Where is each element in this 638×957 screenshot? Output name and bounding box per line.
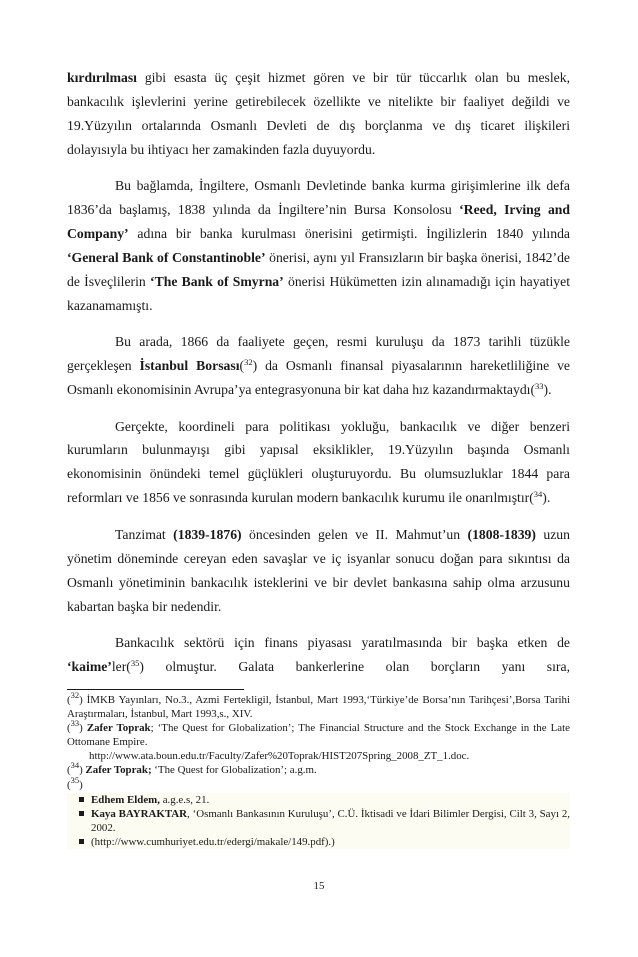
footnote-ref[interactable]: 35 xyxy=(130,657,140,668)
footnote-number: 34 xyxy=(70,760,80,771)
footnotes xyxy=(67,690,570,849)
bold-term: (1839-1876) xyxy=(173,526,242,542)
paragraph-text: ( xyxy=(239,358,245,374)
bold-term: ‘The Bank of Smyrna’ xyxy=(150,273,284,289)
footnote-paren: ( xyxy=(67,694,71,706)
list-item xyxy=(67,793,570,807)
footnote-author: Edhem Eldem, xyxy=(91,793,160,806)
paragraph-text: uzun yönetim döneminde cereyan eden savaşlar ve iç isyanlar sonucu doğan para sıkıntısı da Osmanlı yönetiminin bankacılık isteklerini ve bir devlet bankasına sahip olma arzusunu kabartan başka bir nedendir. xyxy=(67,526,570,614)
page-number: 15 xyxy=(313,880,325,892)
paragraph-text: gibi esasta üç çeşit hizmet gören ve bir tür tüccarlık olan bu meslek, bankacılık işlevlerini yerine getirebilecek özellikte ve nitelikte bir faaliyet değildi ve 19.Yüzyılın ortalarında Osmanlı Devleti de dış borçlanma ve dış ticaret ilişkileri dolayısıyla bu ihtiyacı her zamakinden fazla duyuyordu. xyxy=(67,70,570,157)
paragraph-1 xyxy=(67,66,570,162)
bold-term: İstanbul Borsası xyxy=(139,358,240,374)
list-item xyxy=(67,807,570,835)
footnote-author: Kaya BAYRAKTAR xyxy=(91,807,188,820)
footnote-number: 32 xyxy=(70,690,80,700)
paragraph-2 xyxy=(67,174,570,317)
paragraph-text: öncesinden gelen ve II. Mahmut’un xyxy=(241,526,468,542)
paragraph-text: Gerçekte, koordineli para politikası yokluğu, bankacılık ve diğer benzeri kurumların bulunmayışı gibi yapısal eksiklikler, 19.Yüzyılın başında Osmanlı ekonomisinin önündeki temel güçlükleri oluşturuyordu. Bu olumsuzluklar 1844 para reformları ve 1856 ve sonrasında kurulan modern bankacılık kurumu ile onarılmıştır( xyxy=(67,418,570,506)
square-bullet-icon xyxy=(79,797,84,802)
footnote-paren: ) xyxy=(79,778,83,791)
bold-term: kırdırılması xyxy=(67,70,137,85)
paragraph-text: Tanzimat xyxy=(115,526,174,542)
footnote-34 xyxy=(67,760,570,777)
footnote-text: ‘The Quest for Globalization’; a.g.m. xyxy=(151,764,317,777)
footnote-number: 35 xyxy=(70,774,80,785)
list-item xyxy=(67,835,570,849)
paragraph-text: Bu arada, 1866 da faaliyete geçen, resmi kuruluşu da 1873 tarihli tüzükle gerçekleşen xyxy=(67,334,570,374)
footnote-paren: ( xyxy=(67,764,71,777)
paragraph-4 xyxy=(67,415,570,511)
footnote-paren: ) xyxy=(79,694,83,706)
footnote-paren: ( xyxy=(67,778,71,791)
paragraph-text: önerisi Hükümetten izin alınamadığı için hayatiyet kazanamamıştı. xyxy=(67,273,571,313)
paragraph-3 xyxy=(67,330,570,402)
footnote-ref[interactable]: 34 xyxy=(533,489,543,500)
paragraph-text: ). xyxy=(543,382,552,398)
footnote-35 xyxy=(67,774,570,792)
footnote-33 xyxy=(67,718,570,763)
footnote-paren: ( xyxy=(67,722,71,735)
footnote-url[interactable]: (http://www.cumhuriyet.edu.tr/edergi/makale/149.pdf).) xyxy=(91,835,335,848)
paragraph-text: önerisi, aynı yıl Fransızların bir başka önerisi, 1842’de de İsveçlilerin xyxy=(67,249,570,289)
footnote-ref[interactable]: 33 xyxy=(535,381,544,392)
footnote-text: ; ‘The Quest for Globalization’; The Financial Structure and the Stock Exchange in the Late Ottomane Empire. xyxy=(67,722,570,749)
footnote-text: a.g.e.s, 21. xyxy=(159,793,210,806)
footnote-paren: ) xyxy=(79,722,83,735)
paragraph-text: adına bir banka kurulması önerisini getirmişti. İngilizlerin 1840 yılında xyxy=(128,226,570,242)
paragraph-text: ) da Osmanlı finansal piyasalarının hareketliliğine ve Osmanlı ekonomisinin Avrupa’ya entegrasyonuna bir kat daha hız kazandırmaktaydı( xyxy=(67,358,570,398)
footnote-number: 33 xyxy=(70,718,80,729)
paragraph-6 xyxy=(67,631,570,679)
footnote-32 xyxy=(67,690,570,721)
footnote-paren: ) xyxy=(79,764,83,777)
footnote-ref[interactable]: 32 xyxy=(244,357,253,368)
paragraph-text: Bu bağlamda, İngiltere, Osmanlı Devletinde banka kurma girişimlerine ilk defa 1836’da başlamış, 1838 yılında da İngiltere’nin Bursa Konsolosu xyxy=(67,178,570,218)
paragraph-text: Bankacılık sektörü için finans piyasası yaratılmasında bir başka etken de xyxy=(115,635,570,650)
paragraph-text: ) olmuştur. Galata bankerlerine olan borçların yanı sıra, xyxy=(139,658,570,674)
square-bullet-icon xyxy=(79,811,84,816)
paragraph-5 xyxy=(67,523,570,619)
footnote-text: , ‘Osmanlı Bankasının Kuruluşu’, C.Ü. İktisadi ve İdari Bilimler Dergisi, Cilt 3, Sayı 2, 2002. xyxy=(91,807,570,834)
paragraph-text: ). xyxy=(542,490,551,506)
body-text xyxy=(67,66,570,691)
bold-term: ‘Reed, Irving and Company’ xyxy=(67,202,571,242)
footnote-author: Zafer Toprak xyxy=(82,722,151,735)
bold-term: ‘kaime’ xyxy=(67,658,112,674)
bold-term: ‘General Bank of Constantinoble’ xyxy=(67,249,266,265)
paragraph-text: ler( xyxy=(111,658,131,674)
footnote-text: İMKB Yayınları, No.3., Azmi Fertekligil, İstanbul, Mart 1993,‘Türkiye’de Borsa’nın Tarihçesi’,Borsa Tarihi Araştırmaları, İstanbul, Mart 1993,s., XIV. xyxy=(67,694,570,721)
bold-term: (1808-1839) xyxy=(467,526,536,542)
footnote-url[interactable]: http://www.ata.boun.edu.tr/Faculty/Zafer%20Toprak/HIST207Spring_2008_ZT_1.doc. xyxy=(89,750,470,763)
footnote-35-list xyxy=(67,793,570,849)
square-bullet-icon xyxy=(79,839,84,844)
footnote-divider xyxy=(67,689,244,690)
footnote-author: Zafer Toprak; xyxy=(82,764,152,777)
